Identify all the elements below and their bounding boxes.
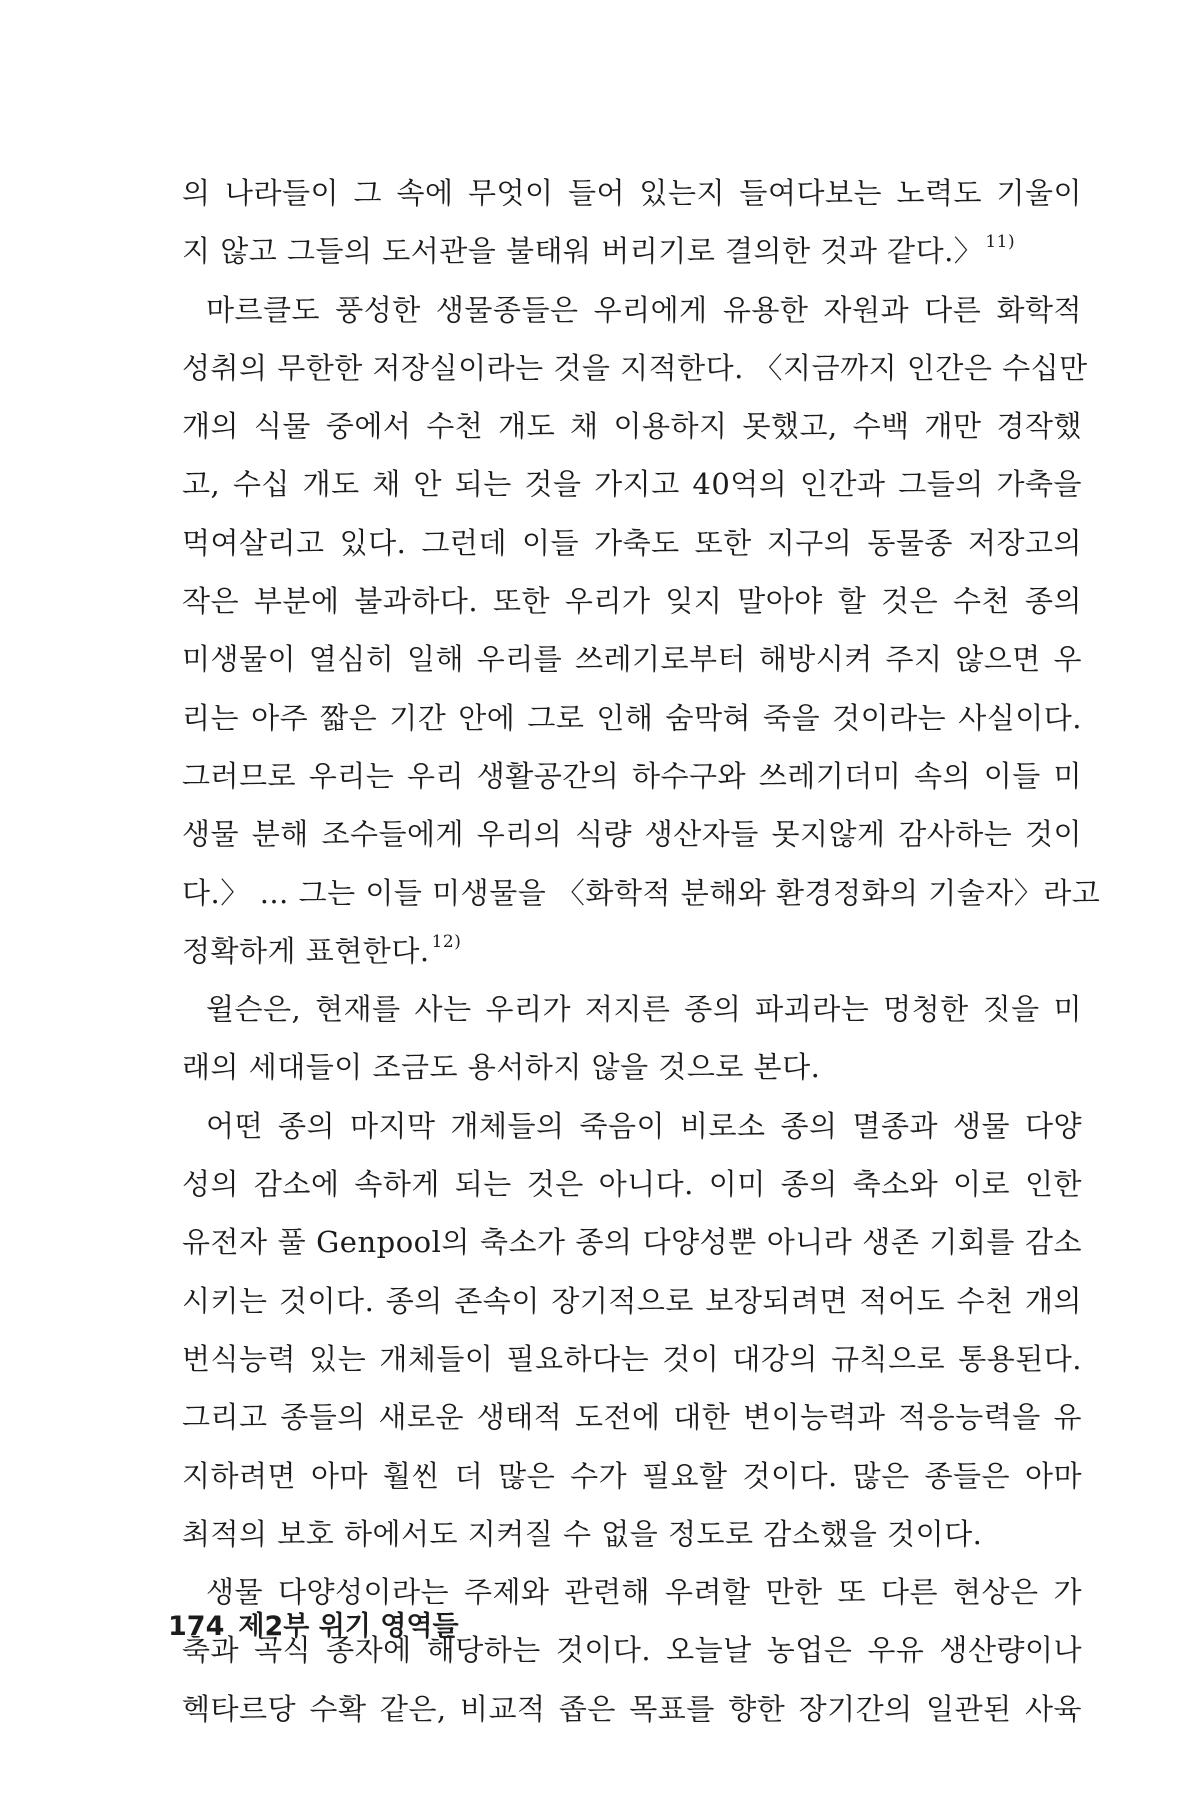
text-line: 고, 수십 개도 채 안 되는 것을 가지고 40억의 인간과 그들의 가축을 <box>182 467 1082 502</box>
text-line: 먹여살리고 있다. 그런데 이들 가축도 또한 지구의 동물종 저장고의 <box>182 525 1082 560</box>
footnote-marker: 11) <box>985 232 1016 253</box>
text-line <box>182 922 1082 980</box>
text-line: 의 나라들이 그 속에 무엇이 들어 있는지 들여다보는 노력도 기울이 <box>182 176 1082 210</box>
text-line: 그리고 종들의 새로운 생태적 도전에 대한 변이능력과 적응능력을 유 <box>182 1400 1082 1435</box>
text-line: 번식능력 있는 개체들이 필요하다는 것이 대강의 규칙으로 통용된다. <box>182 1341 1082 1376</box>
text-line: 축과 곡식 종자에 해당하는 것이다. 오늘날 농업은 우유 생산량이나 <box>182 1633 1082 1668</box>
text-line: 유전자 풀 Genpool의 축소가 종의 다양성뿐 아니라 생존 기회를 감소 <box>182 1225 1082 1260</box>
text-line-content: 지 않고 그들의 도서관을 불태워 버리기로 결의한 것과 같다.〉 <box>182 234 984 269</box>
text-line: 미생물이 열심히 일해 우리를 쓰레기로부터 해방시켜 주지 않으면 우 <box>182 642 1082 677</box>
text-line: 시키는 것이다. 종의 존속이 장기적으로 보장되려면 적어도 수천 개의 <box>182 1283 1082 1318</box>
text-line: 개의 식물 중에서 수천 개도 채 이용하지 못했고, 수백 개만 경작했 <box>182 409 1082 444</box>
text-line: 성취의 무한한 저장실이라는 것을 지적한다. 〈지금까지 인간은 수십만 <box>182 350 1088 385</box>
text-line: 최적의 보호 하에서도 지켜질 수 없을 정도로 감소했을 것이다. <box>182 1516 983 1551</box>
text-line: 지하려면 아마 훨씬 더 많은 수가 필요할 것이다. 많은 종들은 아마 <box>182 1458 1082 1493</box>
text-line <box>182 222 1082 280</box>
page-number: 174 <box>168 1611 225 1642</box>
text-line: 윌슨은, 현재를 사는 우리가 저지른 종의 파괴라는 멍청한 짓을 미 <box>206 992 1082 1027</box>
text-line: 생물 분해 조수들에게 우리의 식량 생산자들 못지않게 감사하는 것이 <box>182 817 1082 852</box>
text-line: 마르클도 풍성한 생물종들은 우리에게 유용한 자원과 다른 화학적 <box>206 292 1082 327</box>
text-line-content: 정확하게 표현한다. <box>182 933 430 968</box>
text-line: 래의 세대들이 조금도 용서하지 않을 것으로 본다. <box>182 1050 821 1085</box>
page-footer <box>168 1604 459 1643</box>
text-line: 성의 감소에 속하게 되는 것은 아니다. 이미 종의 축소와 이로 인한 <box>182 1167 1082 1202</box>
text-line: 어떤 종의 마지막 개체들의 죽음이 비로소 종의 멸종과 생물 다양 <box>206 1108 1082 1143</box>
text-line: 그러므로 우리는 우리 생활공간의 하수구와 쓰레기더미 속의 이들 미 <box>182 758 1082 793</box>
text-line: 헥타르당 수확 같은, 비교적 좁은 목표를 향한 장기간의 일관된 사육 <box>182 1691 1082 1726</box>
footnote-marker: 12) <box>431 931 462 952</box>
text-line: 다.〉 … 그는 이들 미생물을 〈화학적 분해와 환경정화의 기술자〉라고 <box>182 875 1101 910</box>
body-text <box>182 164 1101 1738</box>
text-line: 생물 다양성이라는 주제와 관련해 우려할 만한 또 다른 현상은 가 <box>206 1575 1082 1610</box>
text-line: 작은 부분에 불과하다. 또한 우리가 잊지 말아야 할 것은 수천 종의 <box>182 584 1082 619</box>
text-line: 리는 아주 짧은 기간 안에 그로 인해 숨막혀 죽을 것이라는 사실이다. <box>182 700 1082 735</box>
running-section-title: 제2부 위기 영역들 <box>238 1611 459 1642</box>
